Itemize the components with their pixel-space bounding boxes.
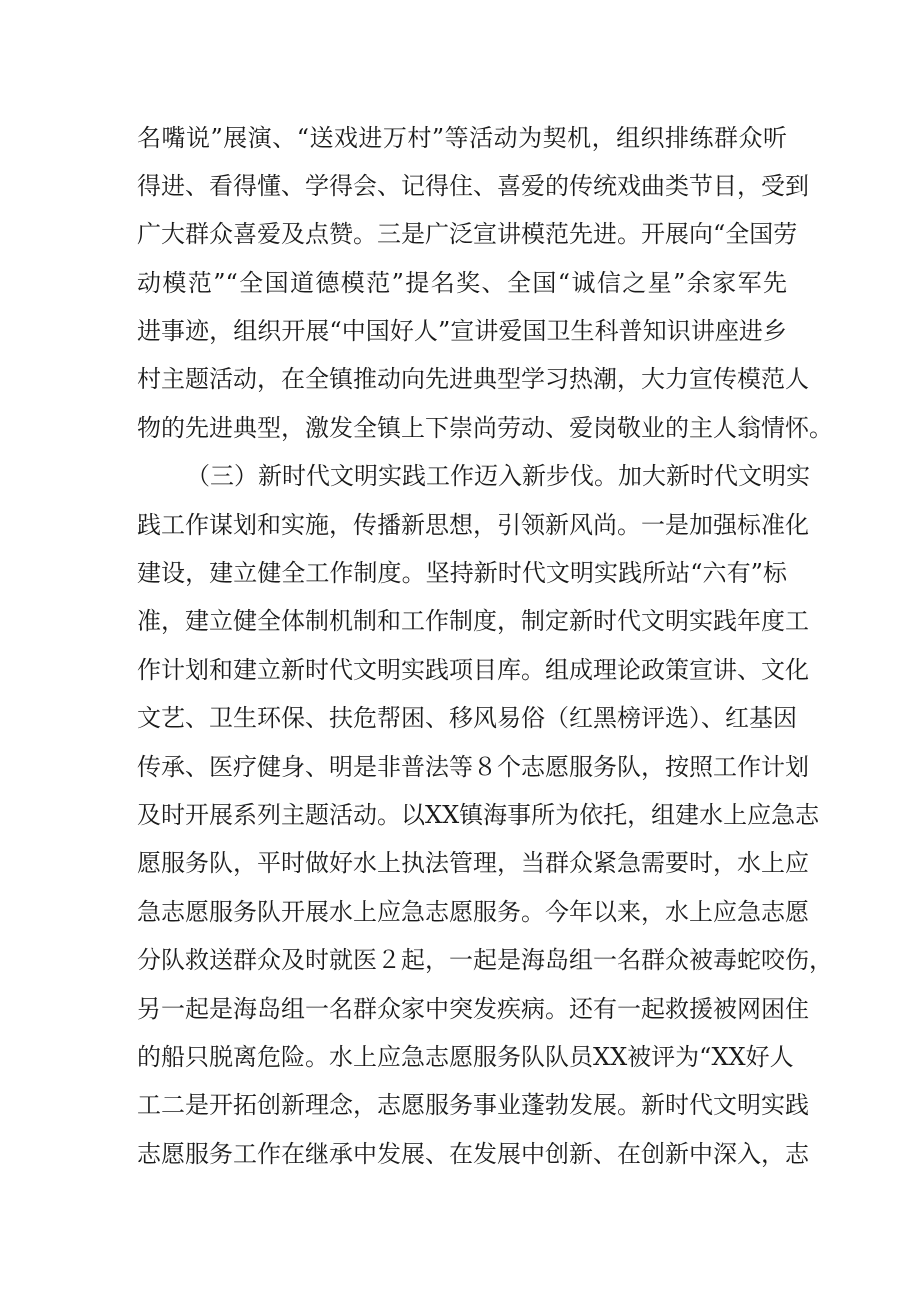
body-text-line: 名嘴说”展演、“送戏进万村”等活动为契机，组织排练群众听 xyxy=(137,124,787,152)
body-text-line: 作计划和建立新时代文明实践项目库。组成理论政策宣讲、文化 xyxy=(137,656,809,684)
body-text-line: 工二是开拓创新理念，志愿服务事业蓬勃发展。新时代文明实践 xyxy=(137,1091,809,1119)
section-heading-line: （三）新时代文明实践工作迈入新步伐。加大新时代文明实 xyxy=(186,462,810,490)
body-text-line: 文艺、卫生环保、扶危帮困、移风易俗（红黑榜评选）、红基因 xyxy=(137,704,797,732)
body-text-line: 另一起是海岛组一名群众家中突发疾病。还有一起救援被网困住 xyxy=(137,995,809,1023)
body-text-line: 得进、看得懂、学得会、记得住、喜爱的传统戏曲类节目，受到 xyxy=(137,172,809,200)
body-text-line: 践工作谋划和实施，传播新思想，引领新风尚。一是加强标准化 xyxy=(137,511,809,539)
body-text-line: 建设，建立健全工作制度。坚持新时代文明实践所站“六有”标 xyxy=(137,559,787,587)
body-text-line: 广大群众喜爱及点赞。三是广泛宣讲模范先进。开展向“全国劳 xyxy=(137,220,798,248)
body-text-line: 志愿服务工作在继承中发展、在发展中创新、在创新中深入，志 xyxy=(137,1140,809,1168)
body-text-line: 急志愿服务队开展水上应急志愿服务。今年以来，水上应急志愿 xyxy=(137,898,809,926)
body-text-line: 物的先进典型，激发全镇上下崇尚劳动、爱岗敬业的主人翁情怀。 xyxy=(137,414,833,442)
body-text-line: 愿服务队，平时做好水上执法管理，当群众紧急需要时，水上应 xyxy=(137,849,809,877)
body-text-line: 及时开展系列主题活动。以XX镇海事所为依托，组建水上应急志 xyxy=(137,801,820,829)
body-text-line: 的船只脱离危险。水上应急志愿服务队队员XX被评为“XX好人 xyxy=(137,1043,794,1071)
body-text-line: 动模范”“全国道德模范”提名奖、全国“诚信之星”余家军先 xyxy=(137,269,787,297)
body-text-line: 分队救送群众及时就医２起，一起是海岛组一名群众被毒蛇咬伤， xyxy=(137,946,833,974)
body-text-line: 进事迹，组织开展“中国好人”宣讲爱国卫生科普知识讲座进乡 xyxy=(137,317,787,345)
body-text-line: 传承、医疗健身、明是非普法等８个志愿服务队，按照工作计划 xyxy=(137,753,809,781)
body-text-line: 村主题活动，在全镇推动向先进典型学习热潮，大力宣传模范人 xyxy=(137,365,809,393)
body-text-line: 准，建立健全体制机制和工作制度，制定新时代文明实践年度工 xyxy=(137,607,809,635)
